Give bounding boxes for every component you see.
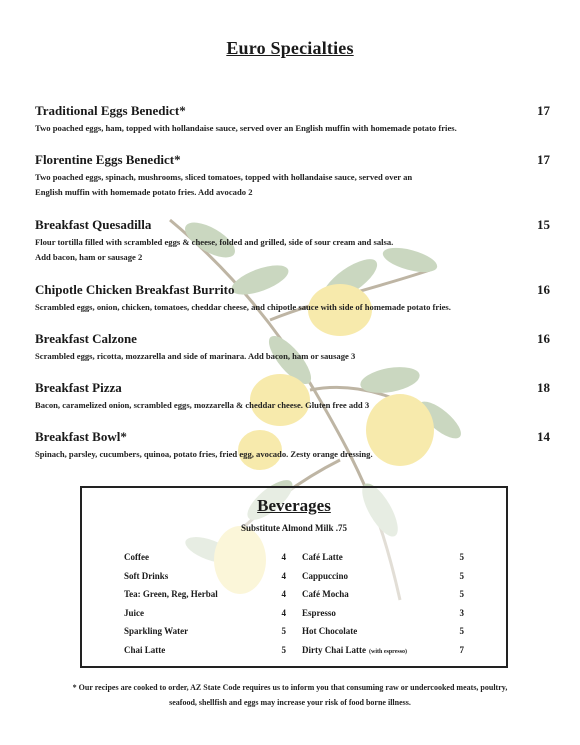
menu-item-description <box>35 447 550 462</box>
description-line: Scrambled eggs, ricotta, mozzarella and side of marinara. Add bacon, ham or sausage 3 <box>35 351 356 361</box>
menu-item <box>35 331 550 364</box>
description-line: Two poached eggs, spinach, mushrooms, sliced tomatoes, topped with hollandaise sauce, served over an <box>35 172 413 182</box>
beverage-row <box>124 571 286 590</box>
beverages-right-column <box>302 552 464 663</box>
beverage-name-wrap <box>124 608 144 627</box>
menu-item-description <box>35 398 550 413</box>
description-line: Scrambled eggs, onion, chicken, tomatoes, cheddar cheese, and chipotle sauce with side of homemade potato fries. <box>35 302 451 312</box>
beverage-row <box>124 608 286 627</box>
menu-item-name: Breakfast Calzone <box>35 331 137 346</box>
menu-item-header <box>35 331 550 347</box>
description-line: Add bacon, ham or sausage 2 <box>35 252 143 262</box>
beverage-row <box>124 645 286 664</box>
beverage-name: Espresso <box>302 607 336 618</box>
description-line: Spinach, parsley, cucumbers, quinoa, potato fries, fried egg, avocado. Zesty orange dressing. <box>35 449 373 459</box>
beverage-name-wrap <box>302 552 343 571</box>
beverage-price: 4 <box>281 589 286 599</box>
beverage-name: Juice <box>124 607 144 618</box>
beverages-left-column <box>124 552 286 663</box>
beverage-name: Cappuccino <box>302 570 349 581</box>
beverage-price: 5 <box>281 644 286 655</box>
menu-item <box>35 429 550 462</box>
beverage-name-wrap <box>302 645 407 664</box>
menu-item-price: 16 <box>537 331 550 346</box>
beverage-name: Café Mocha <box>302 589 349 599</box>
beverage-name: Café Latte <box>302 552 343 562</box>
beverage-price: 4 <box>281 570 286 581</box>
beverage-row <box>302 626 464 645</box>
beverage-name-wrap <box>124 552 149 571</box>
beverage-row <box>124 626 286 645</box>
menu-item-name: Florentine Eggs Benedict* <box>35 152 181 167</box>
menu-item-price: 17 <box>537 152 550 167</box>
description-line: English muffin with homemade potato fries. Add avocado 2 <box>35 187 253 197</box>
menu-item-header <box>35 429 550 445</box>
menu-item-price: 18 <box>537 380 550 395</box>
beverage-price: 4 <box>281 607 286 618</box>
beverage-name-wrap <box>124 571 168 590</box>
beverage-price: 5 <box>459 552 464 562</box>
menu-item-description <box>35 170 550 200</box>
beverage-price: 5 <box>459 626 464 636</box>
beverage-price: 7 <box>459 644 464 655</box>
menu-item-header <box>35 103 550 119</box>
page-title: Euro Specialties <box>226 38 354 58</box>
menu-item-header <box>35 217 550 233</box>
description-line: Bacon, caramelized onion, scrambled eggs, mozzarella & cheddar cheese. Gluten free add 3 <box>35 400 370 410</box>
description-line: Flour tortilla filled with scrambled eggs & cheese, folded and grilled, side of sour cream and salsa. <box>35 237 394 247</box>
description-line: Two poached eggs, ham, topped with hollandaise sauce, served over an English muffin with homemade potato fries. <box>35 123 457 133</box>
menu-item-name: Breakfast Pizza <box>35 380 122 395</box>
beverage-row <box>302 552 464 571</box>
menu-item-price: 17 <box>537 103 550 118</box>
beverage-name-wrap <box>302 626 357 645</box>
beverage-price: 5 <box>459 570 464 581</box>
menu-item-name: Breakfast Quesadilla <box>35 217 152 232</box>
beverage-price: 5 <box>281 626 286 636</box>
menu-item-name: Traditional Eggs Benedict* <box>35 103 186 118</box>
beverage-row <box>302 645 464 664</box>
footnote-line: * Our recipes are cooked to order, AZ State Code requires us to inform you that consuming raw or undercooked meats, poultry, <box>72 683 508 692</box>
beverage-price: 3 <box>459 607 464 618</box>
beverage-name: Soft Drinks <box>124 570 169 581</box>
beverage-name: Tea: Green, Reg, Herbal <box>124 589 218 599</box>
menu-item-description <box>35 121 550 136</box>
beverage-name: Chai Latte <box>124 644 166 655</box>
menu-item-name: Breakfast Bowl* <box>35 429 127 444</box>
menu-item-header <box>35 380 550 396</box>
menu-item-name: Chipotle Chicken Breakfast Burrito <box>35 282 235 297</box>
menu-item-price: 14 <box>537 429 550 444</box>
beverage-note: (with espresso) <box>369 648 408 655</box>
menu-item-header <box>35 152 550 168</box>
beverage-name: Hot Chocolate <box>302 626 358 636</box>
menu-item <box>35 152 550 200</box>
beverages-box <box>80 486 508 668</box>
menu-item <box>35 380 550 413</box>
beverage-name-wrap <box>124 645 165 664</box>
beverage-name: Dirty Chai Latte <box>302 644 366 655</box>
beverage-row <box>124 589 286 608</box>
menu-item <box>35 282 550 315</box>
beverage-price: 5 <box>459 589 464 599</box>
beverage-name-wrap <box>302 589 349 608</box>
menu-item-header <box>35 282 550 298</box>
beverage-name-wrap <box>124 589 218 608</box>
beverage-name-wrap <box>302 571 348 590</box>
beverage-price: 4 <box>281 552 286 562</box>
beverage-row <box>302 571 464 590</box>
beverage-row <box>302 589 464 608</box>
menu-item-description <box>35 235 550 265</box>
beverage-name: Coffee <box>124 552 149 562</box>
menu-item-description <box>35 349 550 364</box>
beverages-title: Beverages <box>257 496 331 515</box>
menu-item <box>35 103 550 136</box>
beverage-row <box>302 608 464 627</box>
menu-item-description <box>35 300 550 315</box>
beverages-subtitle: Substitute Almond Milk .75 <box>240 523 348 533</box>
menu-item <box>35 217 550 265</box>
menu-item-price: 15 <box>537 217 550 232</box>
beverage-row <box>124 552 286 571</box>
footnote-line: seafood, shellfish and eggs may increase your risk of food borne illness. <box>169 698 411 707</box>
footnote <box>30 680 550 710</box>
beverage-name-wrap <box>302 608 336 627</box>
beverage-name-wrap <box>124 626 188 645</box>
beverage-name: Sparkling Water <box>124 626 189 636</box>
menu-item-price: 16 <box>537 282 550 297</box>
